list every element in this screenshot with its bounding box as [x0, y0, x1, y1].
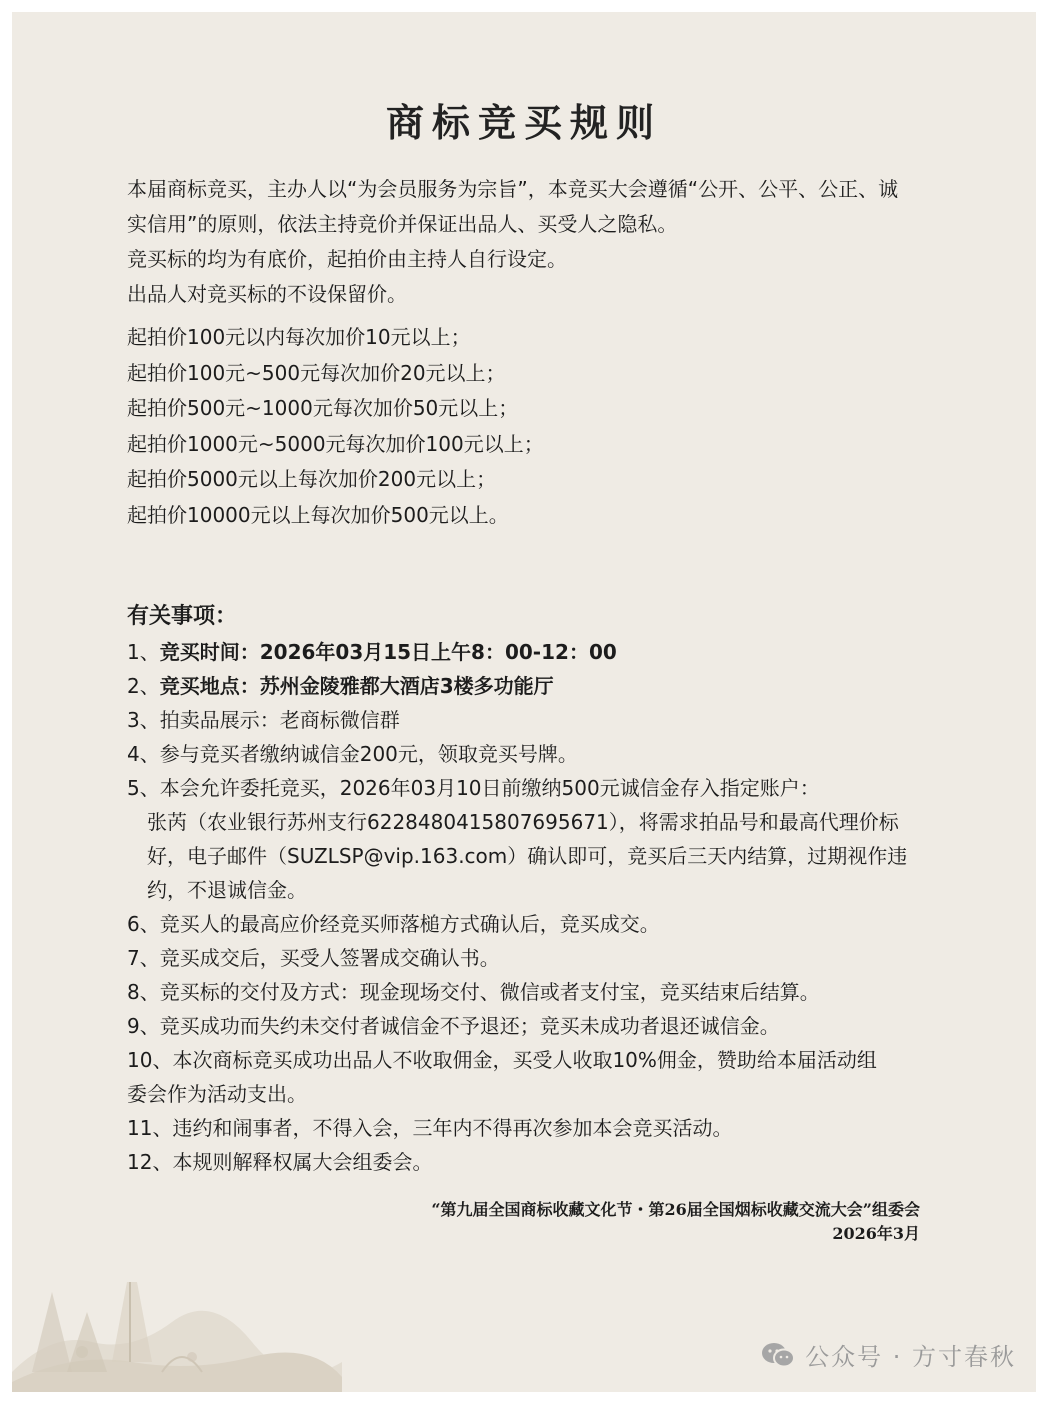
watermark [761, 1337, 1016, 1372]
page-title: 商标竞买规则 [385, 100, 662, 145]
note-item: 4、参与竞买者缴纳诚信金200元，领取竞买号牌。 [127, 742, 578, 766]
note-item: 3、拍卖品展示：老商标微信群 [127, 708, 400, 732]
document-page [12, 12, 1036, 1392]
bid-rules-list [127, 320, 927, 533]
note-label: 竞买地点： [159, 674, 260, 698]
note-number: 2、 [127, 674, 160, 698]
note-item-commission [127, 1043, 927, 1111]
bid-rule: 起拍价500元~1000元每次加价50元以上； [127, 396, 519, 420]
note-item: 9、竞买成功而失约未交付者诚信金不予退还；竞买未成功者退还诚信金。 [127, 1014, 780, 1038]
note-line: 好，电子邮件（SUZLSP@vip.163.com）确认即可，竞买后三天内结算，过期视作违 [147, 844, 908, 868]
watermark-text: 公众号 · 方寸春秋 [805, 1343, 1016, 1371]
intro-line: 出品人对竞买标的不设保留价。 [127, 282, 407, 306]
note-line: 5、本会允许委托竞买，2026年03月10日前缴纳500元诚信金存入指定账户： [127, 776, 820, 800]
landscape-illustration [12, 1222, 342, 1392]
signature-block [431, 1198, 920, 1246]
note-value: 2026年03月15日上午8：00-12：00 [259, 640, 617, 664]
note-item: 11、违约和闹事者，不得入会，三年内不得再次参加本会竞买活动。 [127, 1116, 733, 1140]
note-item-time [127, 635, 927, 669]
note-line: 张芮（农业银行苏州支行6228480415807695671），将需求拍品号和最高代理价标 [147, 810, 899, 834]
note-item-location [127, 669, 927, 703]
intro-line: 实信用”的原则，依法主持竞价并保证出品人、买受人之隐私。 [127, 212, 678, 236]
note-number: 1、 [127, 640, 160, 664]
note-label: 竞买时间： [159, 640, 260, 664]
note-line: 约，不退诚信金。 [147, 878, 307, 902]
signature-date: 2026年3月 [832, 1224, 920, 1243]
intro-section [127, 172, 927, 312]
note-item: 8、竞买标的交付及方式：现金现场交付、微信或者支付宝，竞买结束后结算。 [127, 980, 820, 1004]
notes-heading: 有关事项： [127, 604, 238, 629]
note-line: 委会作为活动支出。 [127, 1082, 307, 1106]
bid-rule: 起拍价5000元以上每次加价200元以上； [127, 467, 497, 491]
note-item: 7、竞买成交后，买受人签署成交确认书。 [127, 946, 500, 970]
bid-rule: 起拍价100元~500元每次加价20元以上； [127, 360, 506, 385]
notes-list [127, 635, 927, 1179]
bid-rule: 起拍价1000元~5000元每次加价100元以上； [127, 431, 544, 456]
note-value: 苏州金陵雅都大酒店3楼多功能厅 [259, 674, 554, 698]
organizer-name: “第九届全国商标收藏文化节・第26届全国烟标收藏交流大会”组委会 [431, 1200, 920, 1219]
intro-line: 本届商标竞买，主办人以“为会员服务为宗旨”，本竞买大会遵循“公开、公平、公正、诚 [127, 177, 899, 201]
note-item-entrust [127, 771, 927, 907]
note-line: 10、本次商标竞买成功出品人不收取佣金，买受人收取10%佣金，赞助给本届活动组 [127, 1048, 877, 1072]
note-item: 12、本规则解释权属大会组委会。 [127, 1150, 433, 1174]
bid-rule: 起拍价100元以内每次加价10元以上； [127, 325, 471, 349]
note-item: 6、竞买人的最高应价经竞买师落槌方式确认后，竞买成交。 [127, 912, 660, 936]
bid-rule: 起拍价10000元以上每次加价500元以上。 [127, 502, 509, 527]
intro-line: 竞买标的均为有底价，起拍价由主持人自行设定。 [127, 247, 567, 271]
wechat-icon [761, 1341, 795, 1369]
